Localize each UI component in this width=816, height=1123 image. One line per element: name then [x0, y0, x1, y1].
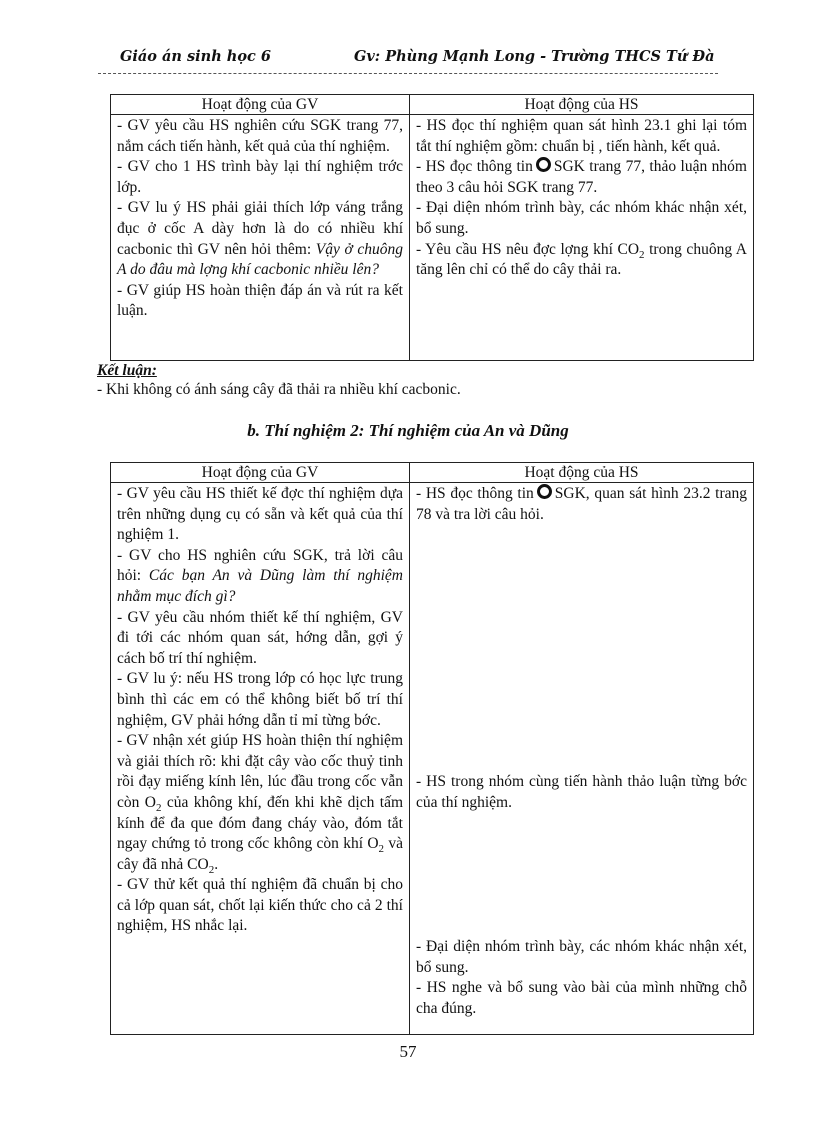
- table2-header-gv: Hoạt động của GV: [111, 463, 410, 483]
- info-circle-icon: [537, 484, 552, 499]
- header-divider: [98, 73, 718, 74]
- header-subject: Giáo án sinh học 6: [120, 48, 271, 65]
- table1-hs-item: - Yêu cầu HS nêu đợc lợng khí $CO_2$ trong chuông A tăng lên chỉ có thể do cây thải ra.: [416, 240, 747, 279]
- conclusion-text: - Khi không có ánh sáng cây đã thải ra nhiều khí cacbonic.: [97, 381, 461, 398]
- header-teacher: Gv: Phùng Mạnh Long - Trường THCS Tứ Đà: [354, 48, 715, 65]
- section-b-title: b. Thí nghiệm 2: Thí nghiệm của An và Dũng: [247, 421, 569, 440]
- table2-hs-item: - Đại diện nhóm trình bày, các nhóm khác nhận xét, bổ sung.: [416, 938, 747, 976]
- table2-gv-item: - GV nhận xét giúp HS hoàn thiện thí nghiệm và giải thích rõ: khi đặt cây vào cốc thuỷ tinh rồi đạy miếng kính lên, lúc đầu trong cốc vẫn còn $O_2$ của không khí, đến khi khẽ dịch tấm kính để đa que đóm đang cháy vào, đóm tắt ngay chứng tỏ trong cốc không còn khí $O_2$ và cây đã nhả $CO_2$.: [117, 732, 404, 876]
- table2-gv-item: - GV yêu cầu HS thiết kế đợc thí nghiệm dựa trên những dụng cụ có sẵn và kết quả của thí nghiệm 1.: [117, 485, 403, 544]
- table1-gv-item: - GV lu ý HS phải giải thích lớp váng trắng đục ở cốc A dày hơn là do có nhiều khí cacbonic thì GV nên hỏi thêm: Vậy ở chuông A do đâu mà lợng khí cacbonic nhiều lên?: [117, 199, 404, 279]
- table2-hs-item: - HS đọc thông tin SGK, quan sát hình 23.2 trang 78 và tra lời câu hỏi.: [416, 485, 748, 523]
- table2-gv-item: - GV cho HS nghiên cứu SGK, trả lời câu hỏi: Các bạn An và Dũng làm thí nghiệm nhằm mục đích gì?: [117, 546, 403, 605]
- table2-gv-question: Các bạn An và Dũng làm thí nghiệm nhằm mục đích gì?: [117, 567, 403, 605]
- table2-gv-item: - GV lu ý: nếu HS trong lớp có học lực trung bình thì các em có thể không biết bố trí thí nghiệm, GV phải hớng dẫn tỉ mỉ từng bớc.: [117, 670, 403, 729]
- table1-gv-cell: [111, 115, 410, 361]
- table2-gv-cell: [111, 483, 410, 1035]
- page-header: [98, 48, 734, 72]
- table2-header-hs: Hoạt động của HS: [410, 463, 754, 483]
- table2-hs-item: - HS nghe và bổ sung vào bài của mình những chỗ cha đúng.: [416, 979, 747, 1017]
- table1-gv-item: - GV cho 1 HS trình bày lại thí nghiệm trớc lớp.: [117, 158, 403, 196]
- page-number: 57: [399, 1042, 417, 1061]
- table2-gv-item: - GV thử kết quả thí nghiệm đã chuẩn bị cho cả lớp quan sát, chốt lại kiến thức cho cả 2 thí nghiệm, HS nhắc lại.: [117, 876, 403, 935]
- activity-table-2: [110, 462, 754, 1035]
- table1-hs-item: - HS đọc thí nghiệm quan sát hình 23.1 ghi lại tóm tắt thí nghiệm gồm: chuẩn bị , tiến hành, kết quả.: [416, 117, 747, 155]
- table1-hs-item: - Đại diện nhóm trình bày, các nhóm khác nhận xét, bổ sung.: [416, 199, 747, 237]
- table2-gv-item: - GV yêu cầu nhóm thiết kế thí nghiệm, GV đi tới các nhóm quan sát, hớng dẫn, gợi ý cách bố trí thí nghiệm.: [117, 608, 403, 667]
- table1-gv-item: - GV giúp HS hoàn thiện đáp án và rút ra kết luận.: [117, 281, 403, 320]
- table1-gv-question: Vậy ở chuông A do đâu mà lợng khí cacbonic nhiều lên?: [117, 240, 404, 279]
- table1-hs-cell: [410, 115, 754, 361]
- table2-hs-item: - HS trong nhóm cùng tiến hành thảo luận từng bớc của thí nghiệm.: [416, 773, 747, 811]
- info-circle-icon: [536, 157, 551, 172]
- table1-header-gv: Hoạt động của GV: [111, 95, 410, 115]
- table2-hs-cell: [410, 483, 754, 1035]
- table1-header-hs: Hoạt động của HS: [410, 95, 754, 115]
- table1-gv-item: - GV yêu cầu HS nghiên cứu SGK trang 77, nắm cách tiến hành, kết quả của thí nghiệm.: [117, 117, 403, 155]
- table1-hs-item: - HS đọc thông tin SGK trang 77, thảo luận nhóm theo 3 câu hỏi SGK trang 77.: [416, 158, 747, 196]
- conclusion-title: Kết luận:: [97, 362, 157, 379]
- activity-table-1: [110, 94, 754, 361]
